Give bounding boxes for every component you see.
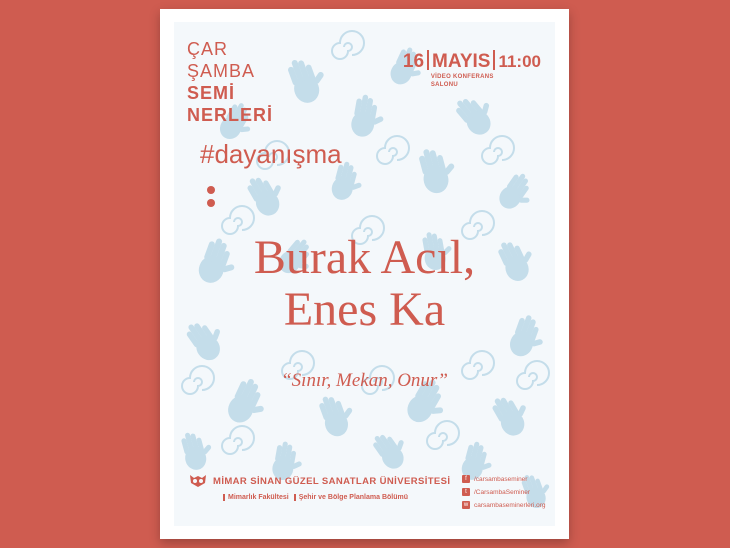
event-venue-line-1: VİDEO KONFERANS	[430, 74, 494, 80]
hashtag-title: #dayanışma	[200, 139, 342, 169]
social-link-text: carsambaseminerleri.org	[474, 501, 546, 509]
social-links	[462, 475, 546, 514]
poster	[160, 9, 569, 539]
facebook-icon: f	[462, 475, 470, 483]
brand-line-2: ŞAMBA	[187, 61, 256, 81]
event-day: 16	[402, 51, 425, 72]
department-name: Şehir ve Bölge Planlama Bölümü	[294, 494, 408, 501]
university-name: MİMAR SİNAN GÜZEL SANATLAR ÜNİVERSİTESİ	[213, 475, 451, 487]
faculty-name: Mimarlık Fakültesi	[223, 494, 289, 501]
social-link-facebook[interactable]	[462, 475, 546, 483]
colon-mark	[207, 186, 215, 212]
date-separator	[427, 50, 429, 70]
social-link-text: /carsambaseminer	[474, 475, 528, 483]
brand-line-1: ÇAR	[187, 39, 229, 59]
talk-subtitle: “Sınır, Mekan, Onur”	[281, 370, 448, 391]
twitter-icon: t	[462, 488, 470, 496]
owl-logo-icon	[189, 474, 207, 488]
colon-dot-bottom	[207, 199, 215, 207]
brand-line-4: NERLERİ	[187, 105, 274, 125]
event-venue-line-2: SALONU	[430, 82, 459, 88]
event-time: 11:00	[498, 52, 541, 71]
time-separator	[493, 50, 495, 70]
web-icon: w	[463, 502, 469, 508]
brand-line-3: SEMİ	[187, 83, 236, 103]
speaker-names	[174, 232, 555, 336]
event-month: MAYIS	[432, 51, 491, 72]
social-link-twitter[interactable]	[462, 488, 546, 496]
colon-dot-top	[207, 186, 215, 194]
footer-institution	[189, 474, 450, 501]
poster-inner	[174, 22, 555, 526]
speaker-line-1: Burak Acıl,	[253, 231, 476, 284]
speaker-line-2: Enes Ka	[283, 283, 446, 336]
social-link-website[interactable]	[462, 501, 546, 509]
event-datetime	[403, 50, 541, 89]
brand-logo	[187, 38, 273, 126]
social-link-text: /CarsambaSeminer	[474, 488, 530, 496]
